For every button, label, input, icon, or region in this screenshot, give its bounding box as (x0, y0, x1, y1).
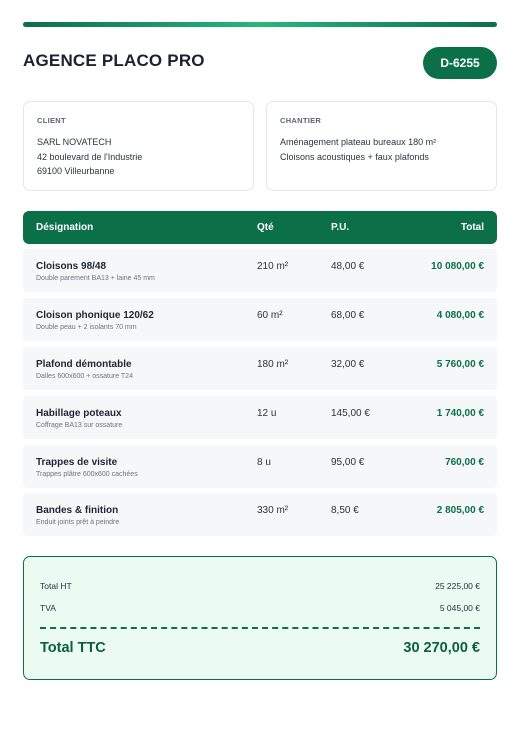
row-unit-price: 48,00 € (331, 261, 365, 272)
tva-label: TVA (40, 603, 56, 613)
client-line: 42 boulevard de l'Industrie (37, 151, 143, 162)
row-total: 1 740,00 € (436, 408, 484, 419)
row-qty: 330 m² (257, 505, 289, 516)
row-name: Bandes & finition (36, 505, 119, 516)
row-total: 10 080,00 € (431, 261, 484, 272)
client-line: 69100 Villeurbanne (37, 166, 115, 176)
dashed-divider (40, 627, 480, 629)
chantier-title: CHANTIER (280, 116, 322, 125)
row-description: Trappes plâtre 600x600 cachées (36, 471, 138, 478)
row-unit-price: 32,00 € (331, 359, 365, 370)
row-name: Cloisons 98/48 (36, 261, 107, 272)
row-unit-price: 68,00 € (331, 310, 365, 321)
tva-value: 5 045,00 € (439, 603, 480, 613)
client-box (23, 101, 254, 191)
totals-summary (23, 556, 497, 680)
row-qty: 180 m² (257, 359, 289, 370)
row-total: 4 080,00 € (436, 310, 484, 321)
row-qty: 12 u (257, 408, 277, 419)
row-description: Dalles 600x600 + ossature T24 (36, 373, 133, 380)
row-total: 5 760,00 € (436, 359, 484, 370)
total-ht-value: 25 225,00 € (435, 581, 480, 591)
reference-badge: D-6255 (423, 47, 497, 79)
row-name: Plafond démontable (36, 359, 132, 370)
header-pu: P.U. (331, 222, 350, 233)
row-name: Habillage poteaux (36, 408, 122, 419)
total-ttc-label: Total TTC (40, 640, 106, 656)
row-description: Double parement BA13 + laine 45 mm (36, 275, 155, 282)
table-row (23, 347, 497, 390)
row-name: Cloison phonique 120/62 (36, 310, 154, 321)
table-row (23, 396, 497, 439)
company-name: AGENCE PLACO PRO (23, 51, 205, 70)
row-description: Double peau + 2 isolants 70 mm (36, 324, 137, 331)
row-name: Trappes de visite (36, 457, 118, 468)
row-total: 760,00 € (445, 457, 484, 468)
total-ttc-value: 30 270,00 € (403, 640, 480, 656)
chantier-box (266, 101, 497, 191)
total-ht-label: Total HT (40, 581, 72, 591)
top-accent-bar (23, 22, 497, 27)
chantier-line: Cloisons acoustiques + faux plafonds (280, 151, 429, 162)
client-line: SARL NOVATECH (37, 137, 112, 147)
row-description: Enduit joints prêt à peindre (36, 519, 120, 526)
row-total: 2 805,00 € (436, 505, 484, 516)
header-designation: Désignation (36, 222, 94, 233)
table-row (23, 445, 497, 488)
row-qty: 8 u (257, 457, 271, 468)
row-unit-price: 145,00 € (331, 408, 370, 419)
row-unit-price: 95,00 € (331, 457, 365, 468)
table-row (23, 493, 497, 536)
row-qty: 210 m² (257, 261, 289, 272)
row-description: Coffrage BA13 sur ossature (36, 422, 123, 429)
header-total: Total (460, 222, 484, 233)
table-row (23, 298, 497, 341)
table-header (23, 211, 497, 244)
chantier-line: Aménagement plateau bureaux 180 m² (280, 137, 437, 147)
header-qty: Qté (257, 222, 274, 233)
client-title: CLIENT (37, 116, 66, 125)
row-unit-price: 8,50 € (331, 505, 359, 516)
table-row (23, 249, 497, 292)
row-qty: 60 m² (257, 310, 283, 321)
